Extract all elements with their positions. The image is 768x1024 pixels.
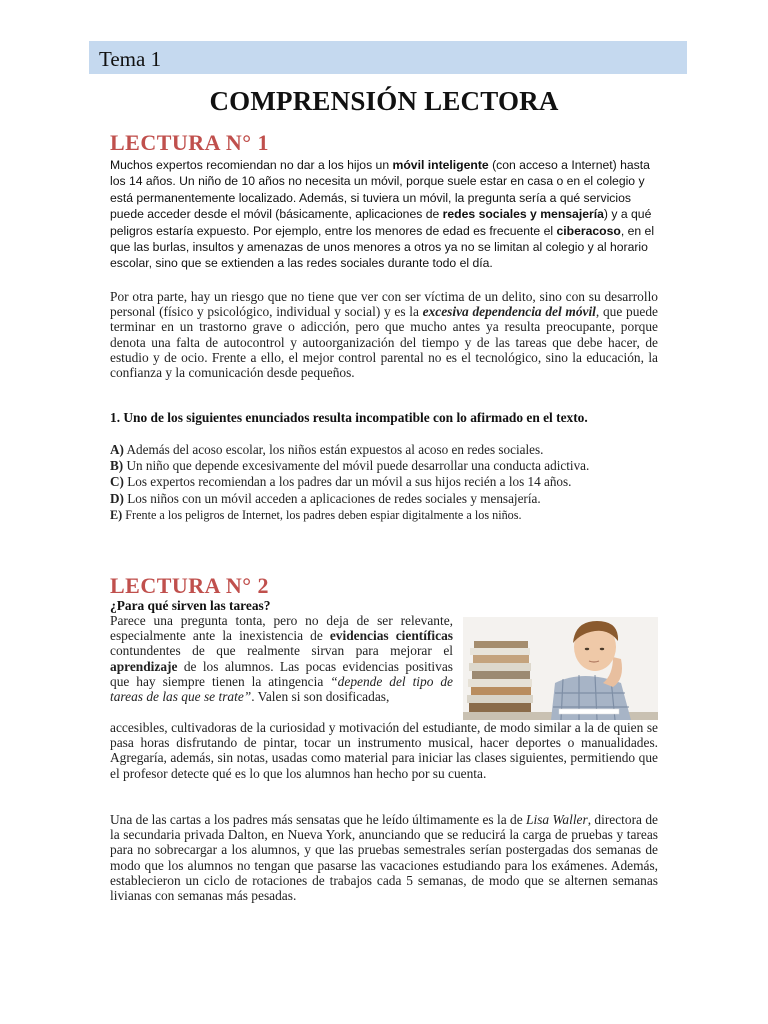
option-d[interactable]: D) Los niños con un móvil acceden a aplicaciones de redes sociales y mensajería. bbox=[110, 490, 541, 506]
option-b[interactable]: B) Un niño que depende excesivamente del móvil puede desarrollar una conducta adictiva. bbox=[110, 458, 590, 474]
question-1-options bbox=[110, 442, 658, 523]
question-1: 1. Uno de los siguientes enunciados resulta incompatible con lo afirmado en el texto. bbox=[110, 410, 588, 425]
topic-label: Tema 1 bbox=[99, 47, 162, 71]
option-e[interactable]: E) Frente a los peligros de Internet, los padres deben espiar digitalmente a los niños. bbox=[110, 507, 522, 522]
reading-1-heading: LECTURA N° 1 bbox=[110, 130, 270, 155]
reading-2-paragraph-2: Una de las cartas a los padres más sensatas que he leído últimamente es la de Lisa Waller, directora de la secundaria privada Dalton, en Nueva York, anunciando que se reducirá la carga de pruebas y tareas para no sobrecargar a los alumnos, y que las pruebas semestrales serían postergadas dos semanas de modo que los alumnos no tengan que pasarse las vacaciones estudiando para los exámenes. Además, establecieron un ciclo de rotaciones de trabajos cada 5 semanas, de modo que se alternen semanas livianas con semanas más pesadas. bbox=[110, 812, 659, 904]
reading-1-paragraph-2: Por otra parte, hay un riesgo que no tiene que ver con ser víctima de un delito, sino con su desarrollo personal (físico y psicológico, individual y social) y es la excesiva dependencia del móvil, que puede terminar en un trastorno grave o adicción, pero que mucho antes ya resulta preocupante, porque denota una falta de autocontrol y autoorganización del tiempo y de las tareas que debe hacer, de estudio y de ocio. Frente a ello, el mejor control parental no es el tecnológico, sino la educación, la confianza y la comunicación desde pequeños. bbox=[110, 289, 658, 381]
reading-2-subtitle: ¿Para qué sirven las tareas? bbox=[110, 598, 271, 613]
reading-1-paragraph-1: Muchos expertos recomiendan no dar a los hijos un móvil inteligente (con acceso a Internet) hasta los 14 años. Un niño de 10 años no necesita un móvil, porque suele estar en casa o en el colegio y está permanentemente localizado. Además, si tuviera un móvil, la pregunta sería a qué servicios puede acceder desde el móvil (básicamente, aplicaciones de redes sociales y mensajería) y a qué peligros estaría expuesto. Por ejemplo, entre los menores de edad es frecuente el ciberacoso, en el que las burlas, insultos y amenazas de unos menores a otros ya no se limitan al colegio y al horario escolar, sino que se extienden a las redes sociales durante todo el día. bbox=[110, 158, 655, 271]
page-title: COMPRENSIÓN LECTORA bbox=[209, 86, 559, 116]
reading-2-paragraph-1: Parece una pregunta tonta, pero no deja de ser relevante, especialmente ante la inexistencia de evidencias científicas contundentes de que realmente sirvan para mejorar el aprendizaje de los alumnos. Las pocas evidencias positivas que hay siempre tienen la atingencia “depende del tipo de tareas de las que se trate”. Valen si son dosificadas, bbox=[110, 613, 454, 705]
reading-2-heading: LECTURA N° 2 bbox=[110, 573, 270, 598]
boy-with-books-photo bbox=[463, 617, 658, 720]
option-a[interactable]: A) Además del acoso escolar, los niños están expuestos al acoso en redes sociales. bbox=[110, 442, 544, 457]
reading-2-paragraph-1-continued: accesibles, cultivadoras de la curiosidad y motivación del estudiante, de modo similar a la de quien se pasa horas disfrutando de pintar, tocar un instrumento musical, hacer deportes o manualidades. Agregaría, además, sin notas, usadas como material para iniciar las clases siguientes, permitiendo que el profesor detecte qué es lo que los alumnos han hecho por su cuenta. bbox=[110, 720, 658, 781]
option-c[interactable]: C) Los expertos recomiendan a los padres dar un móvil a sus hijos recién a los 14 años. bbox=[110, 474, 572, 490]
topic-banner bbox=[89, 41, 687, 74]
